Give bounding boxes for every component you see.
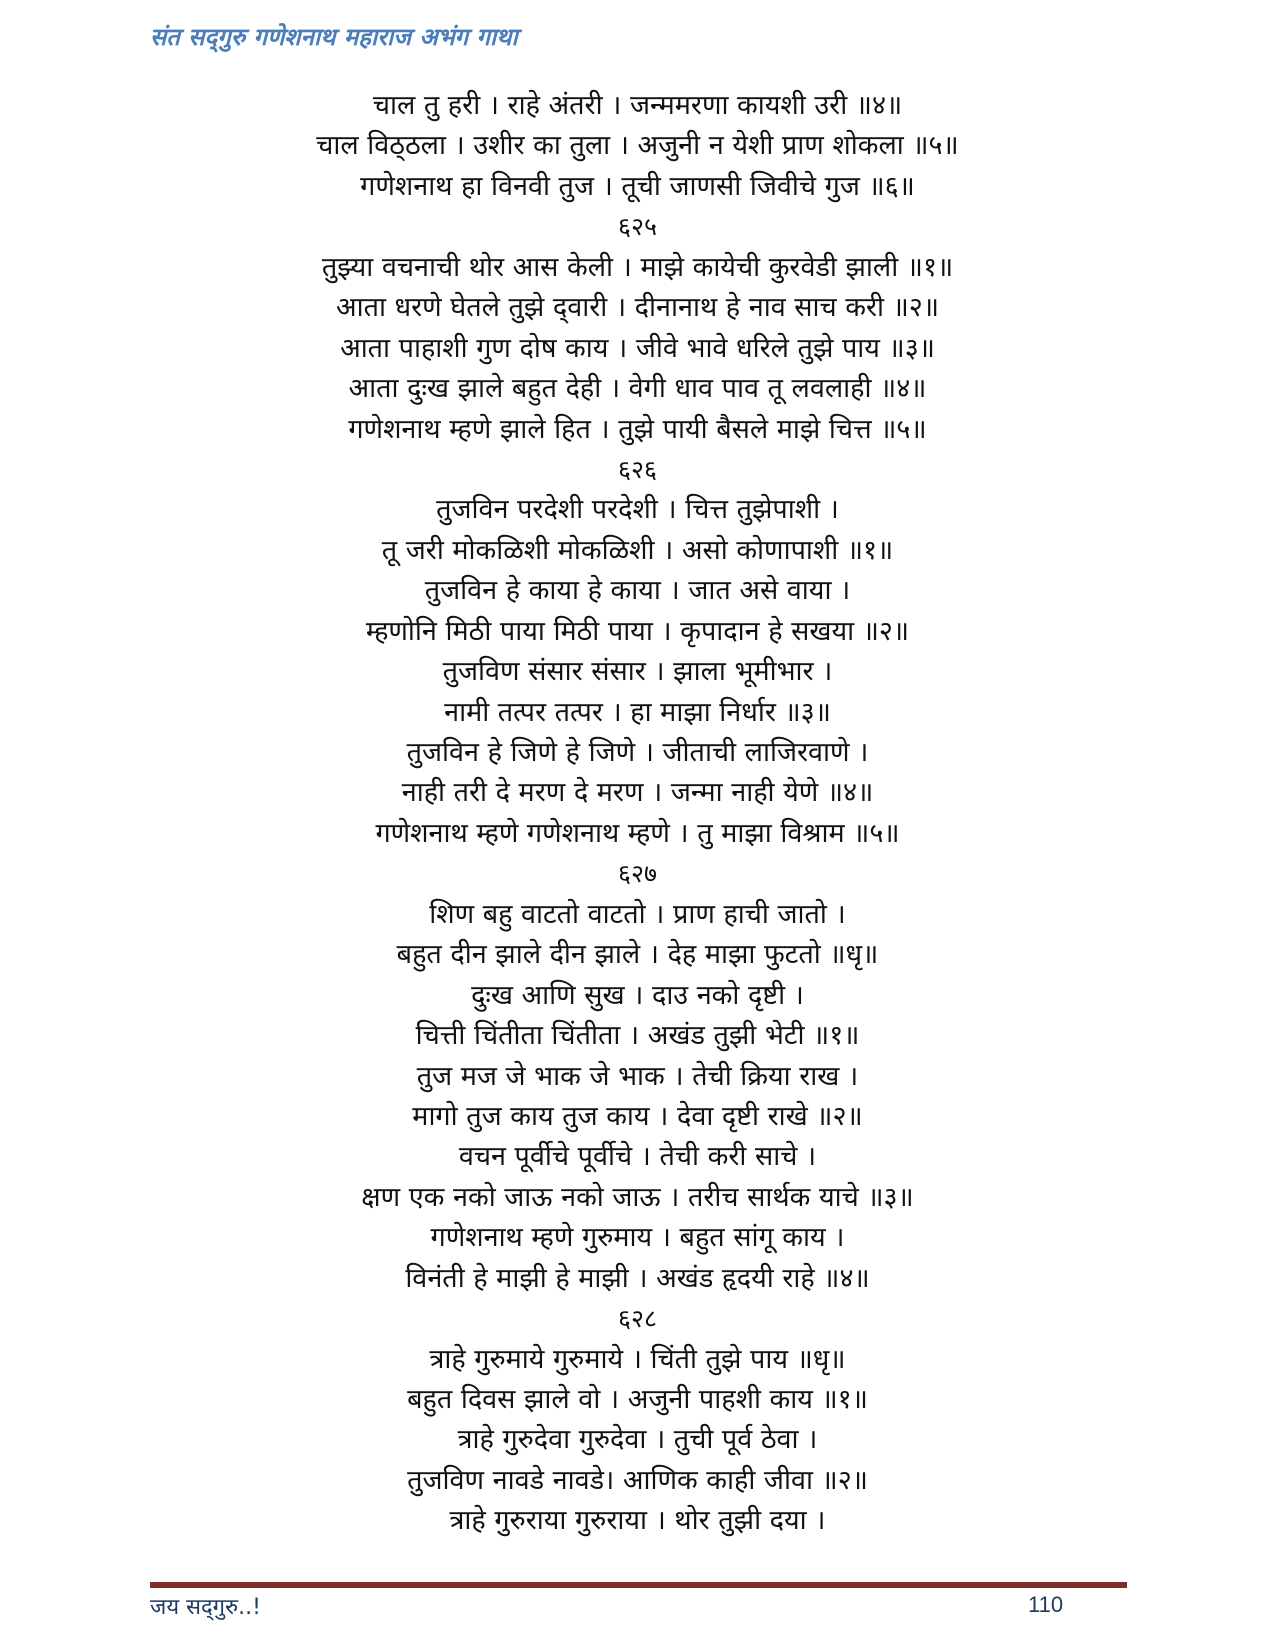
verse-line: क्षण एक नको जाऊ नको जाऊ । तरीच सार्थक याचे ॥३॥	[361, 1181, 914, 1213]
verse-body	[150, 86, 1125, 1542]
verse-line: आता पाहाशी गुण दोष काय । जीवे भावे धरिले तुझे पाय ॥३॥	[340, 332, 935, 364]
verse-line: चित्ती चिंतीता चिंतीता । अखंड तुझी भेटी ॥१॥	[415, 1020, 860, 1052]
verse-line: शिण बहु वाटतो वाटतो । प्राण हाची जातो ।	[429, 898, 846, 930]
abhang-number: ६२५	[617, 212, 657, 242]
page-number: 110	[1028, 1592, 1064, 1617]
verse-line: वचन पूर्वीचे पूर्वीचे । तेची करी साचे ।	[458, 1141, 817, 1173]
verse-line: चाल विठ्‌ठला । उशीर का तुला । अजुनी न येशी प्राण शोकला ॥५॥	[316, 130, 959, 162]
abhang-number: ६२८	[617, 1304, 657, 1334]
verse-line: तुजविन हे जिणे हे जिणे । जीताची लाजिरवाणे ।	[406, 737, 869, 768]
verse-line: तू जरी मोकळिशी मोकळिशी । असो कोणापाशी ॥१॥	[381, 534, 894, 566]
page-header-title: संत सद्‌गुरु गणेशनाथ महाराज अभंग गाथा	[150, 23, 518, 51]
verse-line: तुज मज जे भाक जे भाक । तेची क्रिया राख ।	[416, 1060, 859, 1092]
verse-line: तुझ्या वचनाची थोर आस केली । माझे कायेची कुरवेडी झाली ॥१॥	[321, 251, 954, 283]
verse-line: बहुत दीन झाले दीन झाले । देह माझा फुटतो ॥धृ॥	[396, 939, 879, 971]
verse-line: नाही तरी दे मरण दे मरण । जन्मा नाही येणे ॥४॥	[401, 777, 874, 809]
verse-line: तुजविण नावडे नावडे। आणिक काही जीवा ॥२॥	[407, 1464, 868, 1496]
verse-line: गणेशनाथ म्हणे झाले हित । तुझे पायी बैसले माझे चित्त ॥५॥	[348, 413, 927, 445]
verse-line: तुजविण संसार संसार । झाला भूमीभार ।	[442, 656, 833, 688]
verse-line: म्हणोनि मिठी पाया मिठी पाया । कृपादान हे सखया ॥२॥	[365, 615, 910, 647]
verse-line: गणेशनाथ म्हणे गणेशनाथ म्हणे । तु माझा विश्राम ॥५॥	[375, 817, 900, 849]
verse-line: गणेशनाथ म्हणे गुरुमाय । बहुत सांगू काय ।	[430, 1222, 845, 1254]
verse-line: त्राहे गुरुराया गुरुराया । थोर तुझी दया ।	[449, 1505, 826, 1537]
verse-line: विनंती हे माझी हे माझी । अखंड हृदयी राहे ॥४॥	[405, 1262, 870, 1294]
verse-line: चाल तु हरी । राहे अंतरी । जन्ममरणा कायशी उरी ॥४॥	[372, 90, 903, 121]
verse-line: गणेशनाथ हा विनवी तुज । तूची जाणसी जिवीचे गुज ॥६॥	[360, 170, 915, 202]
footer-divider	[150, 1582, 1127, 1588]
verse-line: मागो तुज काय तुज काय । देवा दृष्टी राखे ॥२॥	[412, 1100, 863, 1132]
verse-line: बहुत दिवस झाले वो । अजुनी पाहशी काय ॥१॥	[407, 1384, 868, 1415]
abhang-number: ६२६	[617, 454, 657, 484]
verse-line: त्राहे गुरुमाये गुरुमाये । चिंती तुझे पाय ॥धृ॥	[429, 1343, 846, 1375]
verse-line: आता दुःख झाले बहुत देही । वेगी धाव पाव तू लवलाही ॥४॥	[348, 373, 927, 405]
verse-line: त्राहे गुरुदेवा गुरुदेवा । तुची पूर्व ठेवा ।	[457, 1424, 818, 1456]
verse-line: तुजविन हे काया हे काया । जात असे वाया ।	[424, 575, 851, 607]
abhang-number: ६२७	[617, 859, 657, 889]
verse-line: तुजविन परदेशी परदेशी । चित्त तुझेपाशी ।	[436, 494, 839, 526]
footer-motto: जय सद्‌गुरु..!	[150, 1595, 261, 1620]
verse-line: दुःख आणि सुख । दाउ नको दृष्टी ।	[471, 979, 804, 1011]
verse-line: आता धरणे घेतले तुझे द्‌वारी । दीनानाथ हे नाव साच करी ॥२॥	[335, 292, 940, 324]
verse-line: नामी तत्पर तत्पर । हा माझा निर्धार ॥३॥	[444, 696, 831, 728]
